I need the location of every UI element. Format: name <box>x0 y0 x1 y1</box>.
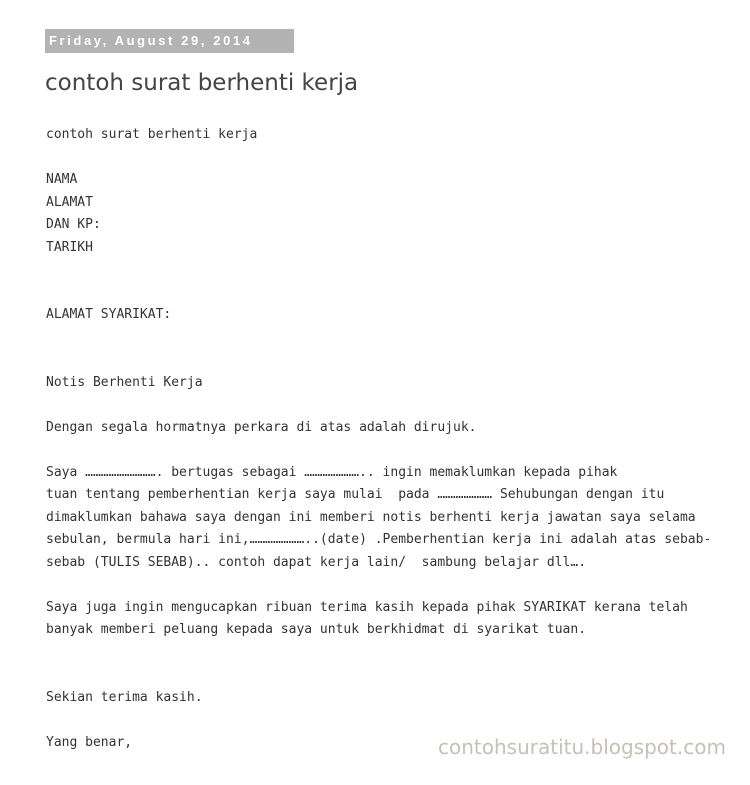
blog-watermark: contohsuratitu.blogspot.com <box>438 735 726 759</box>
paragraph1-line: dimaklumkan bahawa saya dengan ini memberi notis berhenti kerja jawatan saya selama <box>46 509 696 525</box>
paragraph2-line: Saya juga ingin mengucapkan ribuan terima kasih kepada pihak SYARIKAT kerana telah <box>46 599 688 615</box>
letter-intro: contoh surat berhenti kerja <box>46 127 258 142</box>
blank-line <box>46 147 726 170</box>
paragraph2-line: banyak memberi peluang kepada saya untuk berkhidmat di syarikat tuan. <box>46 622 587 637</box>
letter-reference: Dengan segala hormatnya perkara di atas adalah dirujuk. <box>46 419 477 435</box>
post-date-header: Friday, August 29, 2014 <box>45 29 294 53</box>
blank-line <box>46 439 726 462</box>
blank-line <box>46 664 726 687</box>
paragraph1-line: sebulan, bermula hari ini,…………………..(date) .Pemberhentian kerja ini adalah atas sebab- <box>46 532 712 547</box>
letter-closing: Sekian terima kasih. <box>46 689 203 705</box>
post-body <box>46 124 726 754</box>
letter-subject: Notis Berhenti Kerja <box>46 374 203 390</box>
blank-line <box>46 394 726 417</box>
paragraph1-line: sebab (TULIS SEBAB).. contoh dapat kerja lain/ sambung belajar dll…. <box>46 554 587 570</box>
blank-line <box>46 282 726 305</box>
blank-line <box>46 642 726 665</box>
field-tarikh: TARIKH <box>46 239 93 255</box>
post-title[interactable]: contoh surat berhenti kerja <box>45 70 359 96</box>
company-address-label: ALAMAT SYARIKAT: <box>46 307 172 322</box>
blank-line <box>46 709 726 732</box>
paragraph1-line: Saya ………………………. bertugas sebagai ………………….. ingin memaklumkan kepada pihak <box>46 464 618 480</box>
field-nama: NAMA <box>46 172 78 187</box>
blank-line <box>46 259 726 282</box>
blank-line <box>46 327 726 350</box>
paragraph1-line: tuan tentang pemberhentian kerja saya mulai pada ………………… Sehubungan dengan itu <box>46 487 665 502</box>
letter-signoff: Yang benar, <box>46 734 133 750</box>
field-dan-kp: DAN KP: <box>46 217 101 232</box>
field-alamat: ALAMAT <box>46 194 93 210</box>
blank-line <box>46 349 726 372</box>
blank-line <box>46 574 726 597</box>
